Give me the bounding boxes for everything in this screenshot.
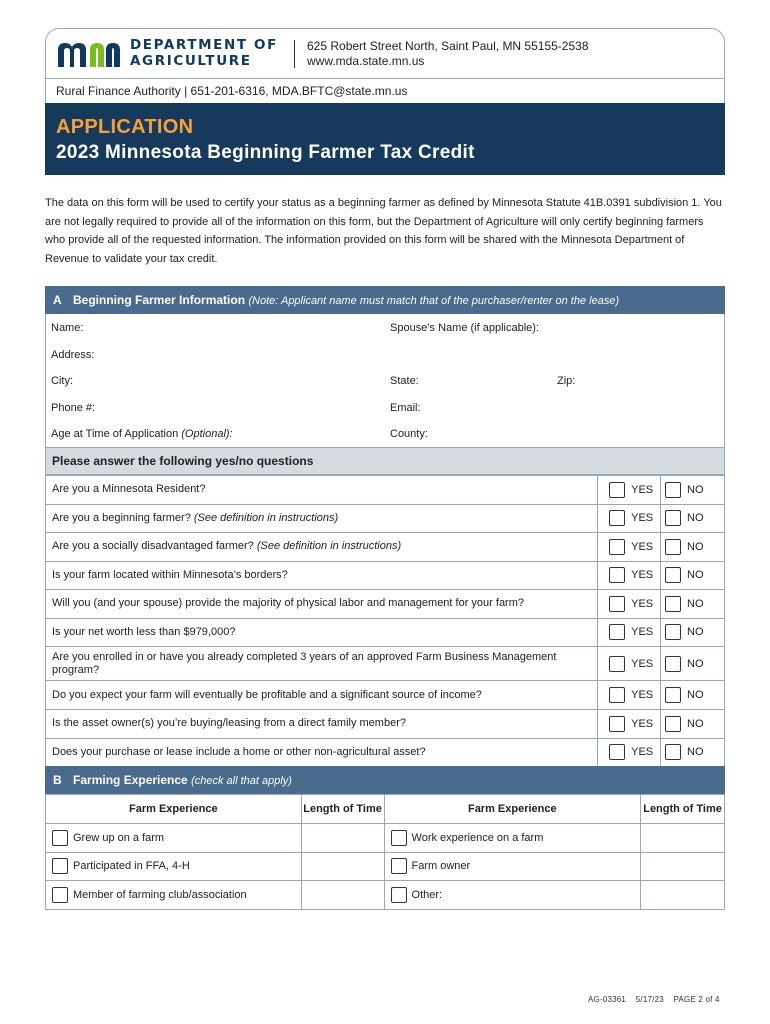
yes-option[interactable] bbox=[598, 647, 661, 681]
experience-option[interactable] bbox=[46, 881, 302, 910]
yes-option[interactable] bbox=[598, 561, 661, 590]
no-option[interactable] bbox=[661, 618, 725, 647]
yes-option[interactable] bbox=[598, 533, 661, 562]
question-text bbox=[46, 504, 598, 533]
yes-option[interactable] bbox=[598, 476, 661, 505]
experience-row bbox=[46, 824, 725, 853]
question-note: (See definition in instructions) bbox=[193, 511, 339, 524]
question-text bbox=[46, 476, 598, 505]
experience-checkbox[interactable] bbox=[52, 887, 68, 903]
yes-checkbox[interactable] bbox=[609, 716, 625, 732]
no-option[interactable] bbox=[661, 504, 725, 533]
yes-checkbox[interactable] bbox=[609, 687, 625, 703]
experience-checkbox[interactable] bbox=[391, 830, 407, 846]
form-date: 5/17/23 bbox=[635, 995, 664, 1004]
phone-field[interactable]: Phone #: bbox=[51, 402, 96, 414]
experience-checkbox[interactable] bbox=[391, 887, 407, 903]
yes-checkbox[interactable] bbox=[609, 596, 625, 612]
county-field[interactable]: County: bbox=[390, 428, 428, 440]
city-field[interactable]: City: bbox=[51, 375, 73, 387]
no-option[interactable] bbox=[661, 681, 725, 710]
street-address: 625 Robert Street North, Saint Paul, MN 55155-2538 bbox=[307, 39, 589, 53]
question-row bbox=[46, 738, 725, 767]
no-checkbox[interactable] bbox=[665, 539, 681, 555]
yes-option[interactable] bbox=[598, 504, 661, 533]
yes-checkbox[interactable] bbox=[609, 624, 625, 640]
no-checkbox[interactable] bbox=[665, 596, 681, 612]
no-checkbox[interactable] bbox=[665, 656, 681, 672]
question-label: Are you a socially disadvantaged farmer? bbox=[52, 540, 254, 553]
farming-experience-table bbox=[45, 794, 725, 910]
yes-option[interactable] bbox=[598, 681, 661, 710]
yes-label: YES bbox=[631, 483, 654, 496]
no-option[interactable] bbox=[661, 710, 725, 739]
section-letter: B bbox=[53, 773, 62, 787]
question-text bbox=[46, 647, 598, 681]
question-label: Does your purchase or lease include a home or other non-agricultural asset? bbox=[52, 745, 426, 758]
website-url[interactable]: www.mda.state.mn.us bbox=[307, 54, 425, 68]
no-label: NO bbox=[687, 569, 704, 582]
yes-checkbox[interactable] bbox=[609, 656, 625, 672]
yes-label: YES bbox=[631, 597, 654, 610]
experience-label: Work experience on a farm bbox=[411, 831, 544, 844]
no-option[interactable] bbox=[661, 647, 725, 681]
yes-label: YES bbox=[631, 569, 654, 582]
experience-row bbox=[46, 852, 725, 881]
page-number: PAGE 2 of 4 bbox=[673, 995, 720, 1004]
yes-option[interactable] bbox=[598, 710, 661, 739]
questions-table bbox=[45, 475, 725, 767]
state-field[interactable]: State: bbox=[390, 375, 419, 387]
question-label: Are you enrolled in or have you already completed 3 years of an approved Farm Business Management program? bbox=[52, 650, 557, 676]
experience-label: Grew up on a farm bbox=[73, 831, 165, 844]
length-of-time-field[interactable] bbox=[641, 852, 725, 881]
page-footer bbox=[588, 995, 720, 1004]
question-row bbox=[46, 710, 725, 739]
col-farm-experience: Farm Experience bbox=[384, 795, 641, 824]
question-text bbox=[46, 681, 598, 710]
length-of-time-field[interactable] bbox=[641, 881, 725, 910]
name-field[interactable]: Name: bbox=[51, 322, 84, 334]
section-a-header bbox=[45, 286, 725, 314]
question-label: Will you (and your spouse) provide the majority of physical labor and management for your farm? bbox=[52, 597, 525, 610]
no-checkbox[interactable] bbox=[665, 687, 681, 703]
no-option[interactable] bbox=[661, 561, 725, 590]
no-checkbox[interactable] bbox=[665, 716, 681, 732]
question-row bbox=[46, 681, 725, 710]
no-label: NO bbox=[687, 746, 704, 759]
question-row bbox=[46, 590, 725, 619]
no-checkbox[interactable] bbox=[665, 567, 681, 583]
experience-option[interactable] bbox=[384, 852, 641, 881]
contact-line: Rural Finance Authority | 651-201-6316, MDA.BFTC@state.mn.us bbox=[45, 78, 725, 103]
question-note: (See definition in instructions) bbox=[256, 540, 402, 553]
email-field[interactable]: Email: bbox=[390, 402, 421, 414]
col-length-of-time: Length of Time bbox=[641, 795, 725, 824]
section-letter: A bbox=[53, 293, 62, 307]
yes-checkbox[interactable] bbox=[609, 482, 625, 498]
col-length-of-time: Length of Time bbox=[301, 795, 384, 824]
title-bar bbox=[45, 103, 725, 175]
mda-logo bbox=[56, 38, 286, 70]
experience-label: Member of farming club/association bbox=[73, 888, 247, 901]
logo-text-department: DEPARTMENT OF bbox=[130, 37, 278, 53]
no-checkbox[interactable] bbox=[665, 510, 681, 526]
question-label: Are you a Minnesota Resident? bbox=[52, 483, 206, 496]
question-label: Is your net worth less than $979,000? bbox=[52, 625, 236, 638]
section-note: (Note: Applicant name must match that of the purchaser/renter on the lease) bbox=[248, 295, 620, 307]
question-text bbox=[46, 590, 598, 619]
experience-option[interactable] bbox=[46, 852, 302, 881]
question-text bbox=[46, 738, 598, 767]
question-label: Are you a beginning farmer? bbox=[52, 511, 191, 524]
length-of-time-field[interactable] bbox=[301, 824, 384, 853]
no-label: NO bbox=[687, 512, 704, 525]
header-divider bbox=[294, 40, 295, 68]
yes-label: YES bbox=[631, 689, 654, 701]
no-checkbox[interactable] bbox=[665, 744, 681, 760]
section-b-header bbox=[45, 766, 725, 794]
no-label: NO bbox=[687, 657, 704, 670]
question-row bbox=[46, 618, 725, 647]
experience-option[interactable] bbox=[384, 881, 641, 910]
yes-option[interactable] bbox=[598, 590, 661, 619]
age-label: Age at Time of Application bbox=[51, 428, 179, 440]
no-option[interactable] bbox=[661, 590, 725, 619]
yes-checkbox[interactable] bbox=[609, 744, 625, 760]
question-text bbox=[46, 561, 598, 590]
age-optional-note: (Optional): bbox=[181, 428, 233, 440]
yes-label: YES bbox=[631, 626, 654, 639]
length-of-time-field[interactable] bbox=[641, 824, 725, 853]
experience-label: Other: bbox=[411, 888, 443, 901]
no-label: NO bbox=[687, 483, 704, 496]
question-row bbox=[46, 476, 725, 505]
section-note: (check all that apply) bbox=[191, 775, 292, 787]
no-checkbox[interactable] bbox=[665, 624, 681, 640]
section-heading: Farming Experience bbox=[73, 773, 188, 787]
no-label: NO bbox=[687, 717, 704, 730]
no-option[interactable] bbox=[661, 738, 725, 767]
no-option[interactable] bbox=[661, 533, 725, 562]
yes-label: YES bbox=[631, 512, 654, 525]
question-label: Is your farm located within Minnesota’s borders? bbox=[52, 568, 288, 581]
length-of-time-field[interactable] bbox=[301, 852, 384, 881]
section-heading: Beginning Farmer Information bbox=[73, 293, 246, 307]
experience-label: Participated in FFA, 4-H bbox=[73, 860, 190, 873]
yes-label: YES bbox=[631, 746, 654, 759]
form-type-title: APPLICATION bbox=[56, 116, 194, 138]
yes-option[interactable] bbox=[598, 738, 661, 767]
yes-checkbox[interactable] bbox=[609, 567, 625, 583]
no-label: NO bbox=[687, 597, 704, 610]
no-option[interactable] bbox=[661, 476, 725, 505]
col-farm-experience: Farm Experience bbox=[46, 795, 302, 824]
mn-logo-mark-icon bbox=[56, 40, 122, 68]
no-label: NO bbox=[687, 540, 704, 553]
yes-checkbox[interactable] bbox=[609, 539, 625, 555]
experience-checkbox[interactable] bbox=[52, 830, 68, 846]
yes-label: YES bbox=[631, 540, 654, 553]
no-label: NO bbox=[687, 626, 704, 639]
question-row bbox=[46, 561, 725, 590]
age-field[interactable] bbox=[51, 428, 233, 440]
experience-row bbox=[46, 881, 725, 910]
intro-paragraph: The data on this form will be used to certify your status as a beginning farmer as defined by Minnesota Statute 41B.0391 subdivision 1. You are not legally required to provide all of the information on this form, but the Department of Agriculture will only certify beginning farmers who provide all of the requested information. The information provided on this form will be shared with the Minnesota Department of Revenue to validate your tax credit. bbox=[45, 197, 722, 265]
experience-label: Farm owner bbox=[411, 860, 471, 873]
yes-checkbox[interactable] bbox=[609, 510, 625, 526]
no-checkbox[interactable] bbox=[665, 482, 681, 498]
question-row bbox=[46, 647, 725, 681]
no-label: NO bbox=[687, 689, 704, 701]
form-number: AG-03361 bbox=[588, 995, 627, 1004]
length-of-time-field[interactable] bbox=[301, 881, 384, 910]
question-row bbox=[46, 504, 725, 533]
header-address bbox=[307, 39, 589, 69]
questions-header: Please answer the following yes/no questions bbox=[45, 447, 725, 475]
yes-option[interactable] bbox=[598, 618, 661, 647]
experience-option[interactable] bbox=[46, 824, 302, 853]
address-field[interactable]: Address: bbox=[51, 349, 95, 361]
yes-label: YES bbox=[631, 657, 654, 670]
form-title: 2023 Minnesota Beginning Farmer Tax Credit bbox=[56, 142, 475, 163]
question-text bbox=[46, 533, 598, 562]
yes-label: YES bbox=[631, 717, 654, 730]
question-text bbox=[46, 618, 598, 647]
question-label: Is the asset owner(s) you’re buying/leasing from a direct family member? bbox=[52, 717, 406, 730]
zip-field[interactable]: Zip: bbox=[557, 375, 576, 387]
question-row bbox=[46, 533, 725, 562]
experience-checkbox[interactable] bbox=[52, 858, 68, 874]
experience-checkbox[interactable] bbox=[391, 858, 407, 874]
experience-option[interactable] bbox=[384, 824, 641, 853]
spouse-name-field[interactable]: Spouse’s Name (if applicable): bbox=[390, 322, 539, 334]
logo-text-agriculture: AGRICULTURE bbox=[130, 53, 252, 69]
question-label: Do you expect your farm will eventually be profitable and a significant source of income? bbox=[52, 688, 482, 701]
question-text bbox=[46, 710, 598, 739]
